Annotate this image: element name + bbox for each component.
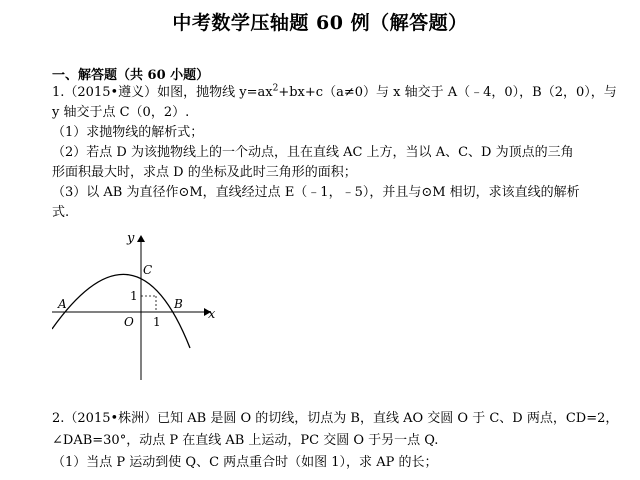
x-axis-label: x [208,307,216,322]
page-title: 中考数学压轴题 60 例（解答题） [172,12,468,34]
y-axis-label: y [127,231,135,246]
q1-line1 [52,84,617,102]
point-a-label: A [58,297,67,311]
tick-x-label: 1 [153,315,161,329]
q2-line1: 2.（2015•株洲）已知 AB 是圆 O 的切线，切点为 B，直线 AO 交圆 O 于 C、D 两点，CD=2， [52,411,619,426]
q2-part1: （1）当点 P 运动到使 Q、C 两点重合时（如图 1），求 AP 的长； [52,455,438,470]
point-c-label: C [143,263,153,277]
q1-line2: y 轴交于点 C（0，2）. [52,105,190,120]
q1-part2-line1: （2）若点 D 为该抛物线上的一个动点，且在直线 AC 上方，当以 A、C、D 为顶点的三角 [52,145,574,160]
q1-part3-line2: 式. [52,205,70,220]
q1-part3-line1: （3）以 AB 为直径作⊙M，直线经过点 E（﹣1，﹣5），并且与⊙M 相切，求该直线的解析 [52,185,580,200]
q2-line2: ∠DAB=30°，动点 P 在直线 AB 上运动，PC 交圆 O 于另一点 Q. [52,433,439,448]
tick-y-label: 1 [130,289,138,303]
q1-line1-post: +bx+c（a≠0）与 x 轴交于 A（﹣4，0），B（2，0），与 [278,85,617,100]
parabola-curve [52,274,190,348]
q1-part2-line2: 形面积最大时，求点 D 的坐标及此时三角形的面积； [52,165,357,180]
point-b-label: B [174,297,183,311]
section-heading: 一、解答题（共 60 小题） [52,68,210,83]
q1-line1-exponent: 2 [272,83,279,94]
origin-label: O [124,315,134,329]
q1-part1: （1）求抛物线的解析式； [52,125,204,140]
parabola-figure [52,226,222,386]
q1-line1-pre: 1.（2015•遵义）如图，抛物线 y=ax [52,85,273,100]
